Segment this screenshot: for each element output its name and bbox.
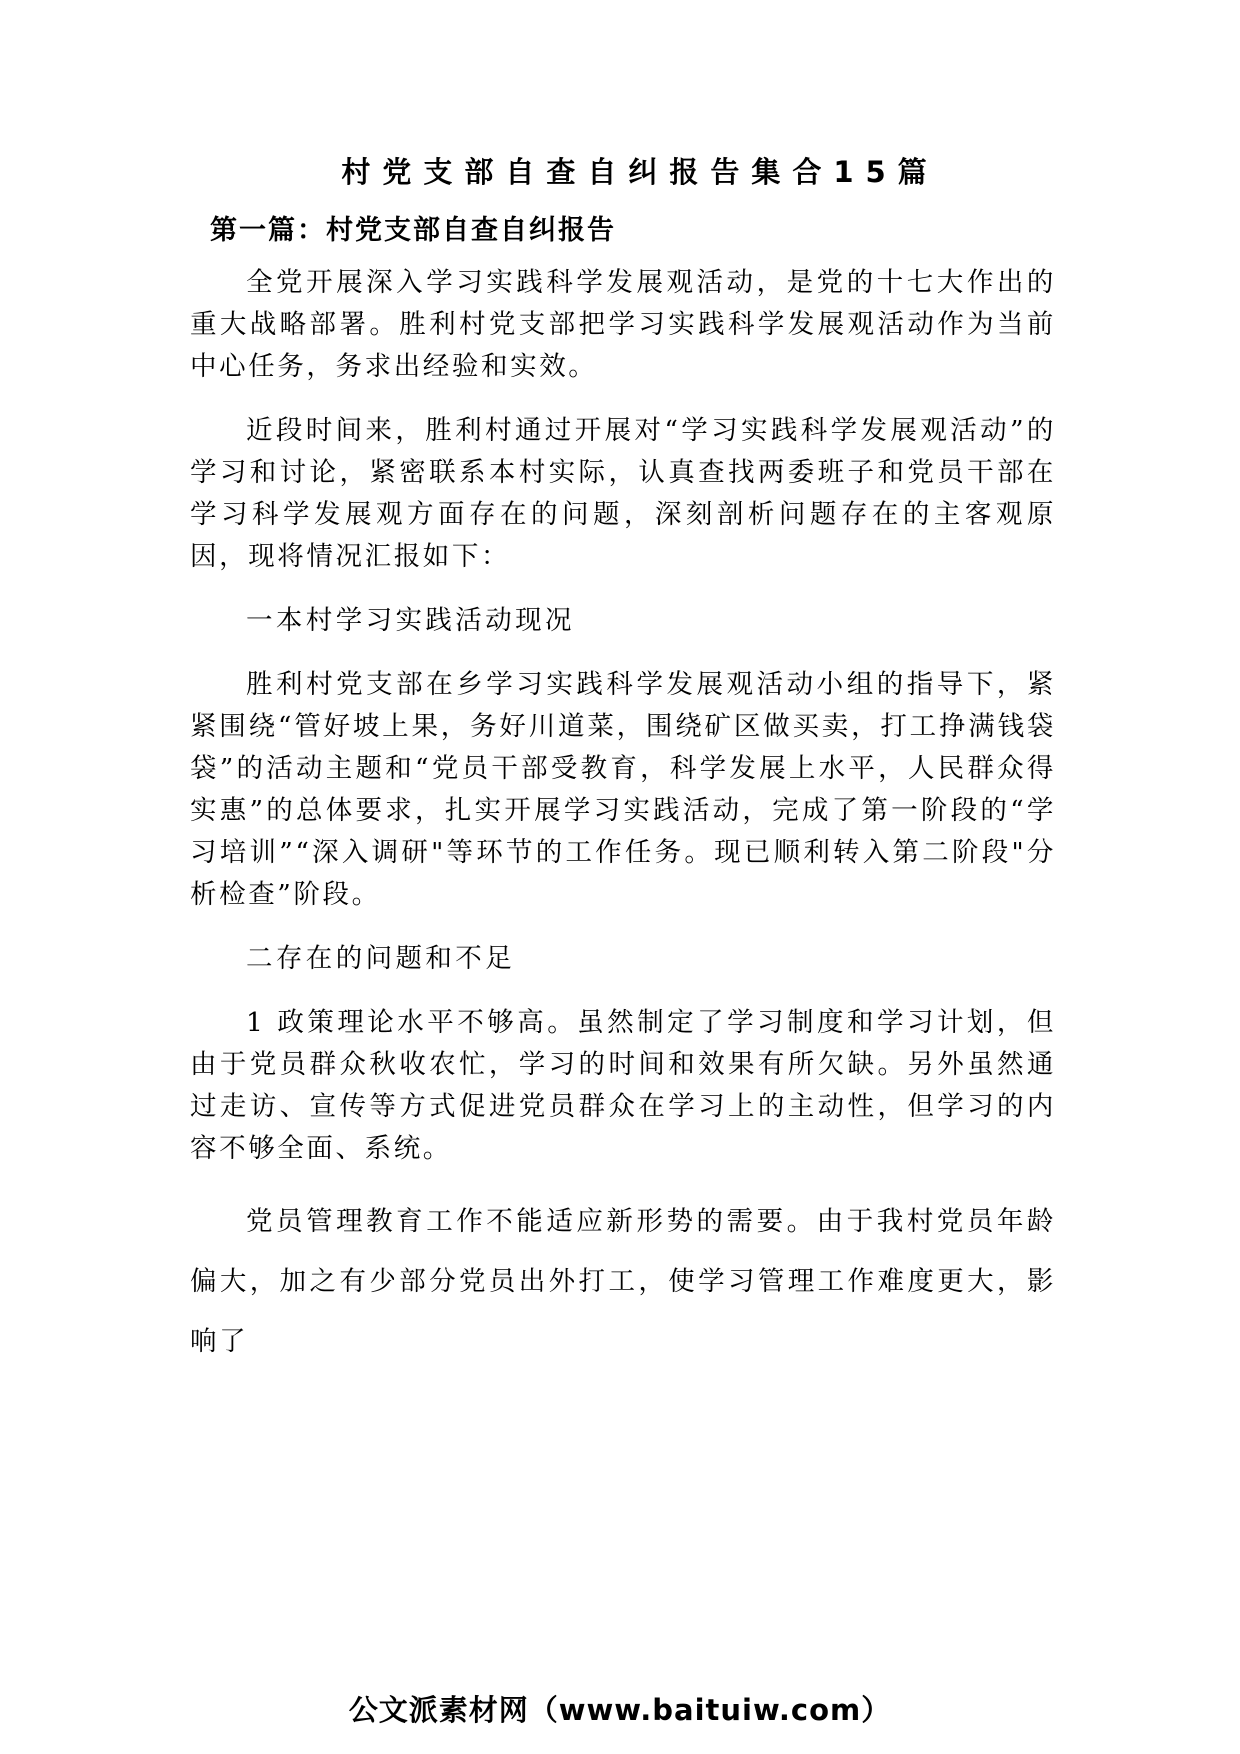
paragraph-problem-2: 党员管理教育工作不能适应新形势的需要。由于我村党员年龄偏大，加之有少部分党员出外打工，使学习管理工作难度更大，影响了	[190, 1206, 1056, 1357]
heading-current-status: 一本村学习实践活动现况	[246, 605, 575, 636]
paragraph-current-status: 胜利村党支部在乡学习实践科学发展观活动小组的指导下，紧紧围绕“管好坡上果，务好川道菜，围绕矿区做买卖，打工挣满钱袋袋”的活动主题和“党员干部受教育，科学发展上水平，人民群众得实惠”的总体要求，扎实开展学习实践活动，完成了第一阶段的“学习培训”“深入调研"等环节的工作任务。现已顺利转入第二阶段"分析检查”阶段。	[190, 669, 1056, 910]
section-title: 第一篇：村党支部自查自纠报告	[210, 215, 616, 246]
document-title: 村党支部自查自纠报告集合15篇	[341, 155, 939, 189]
paragraph-intro: 全党开展深入学习实践科学发展观活动，是党的十七大作出的重大战略部署。胜利村党支部把学习实践科学发展观活动作为当前中心任务，务求出经验和实效。	[190, 267, 1056, 382]
heading-problems: 二存在的问题和不足	[246, 943, 516, 974]
document-body	[190, 262, 1056, 1394]
paragraph-overview: 近段时间来，胜利村通过开展对“学习实践科学发展观活动”的学习和讨论，紧密联系本村实际，认真查找两委班子和党员干部在学习科学发展观方面存在的问题，深刻剖析问题存在的主客观原因，现将情况汇报如下：	[190, 415, 1056, 572]
paragraph-problem-1: 1 政策理论水平不够高。虽然制定了学习制度和学习计划，但由于党员群众秋收农忙，学习的时间和效果有所欠缺。另外虽然通过走访、宣传等方式促进党员群众在学习上的主动性，但学习的内容不够全面、系统。	[190, 1007, 1056, 1164]
footer-watermark: 公文派素材网（www.baituiw.com）	[348, 1693, 892, 1727]
